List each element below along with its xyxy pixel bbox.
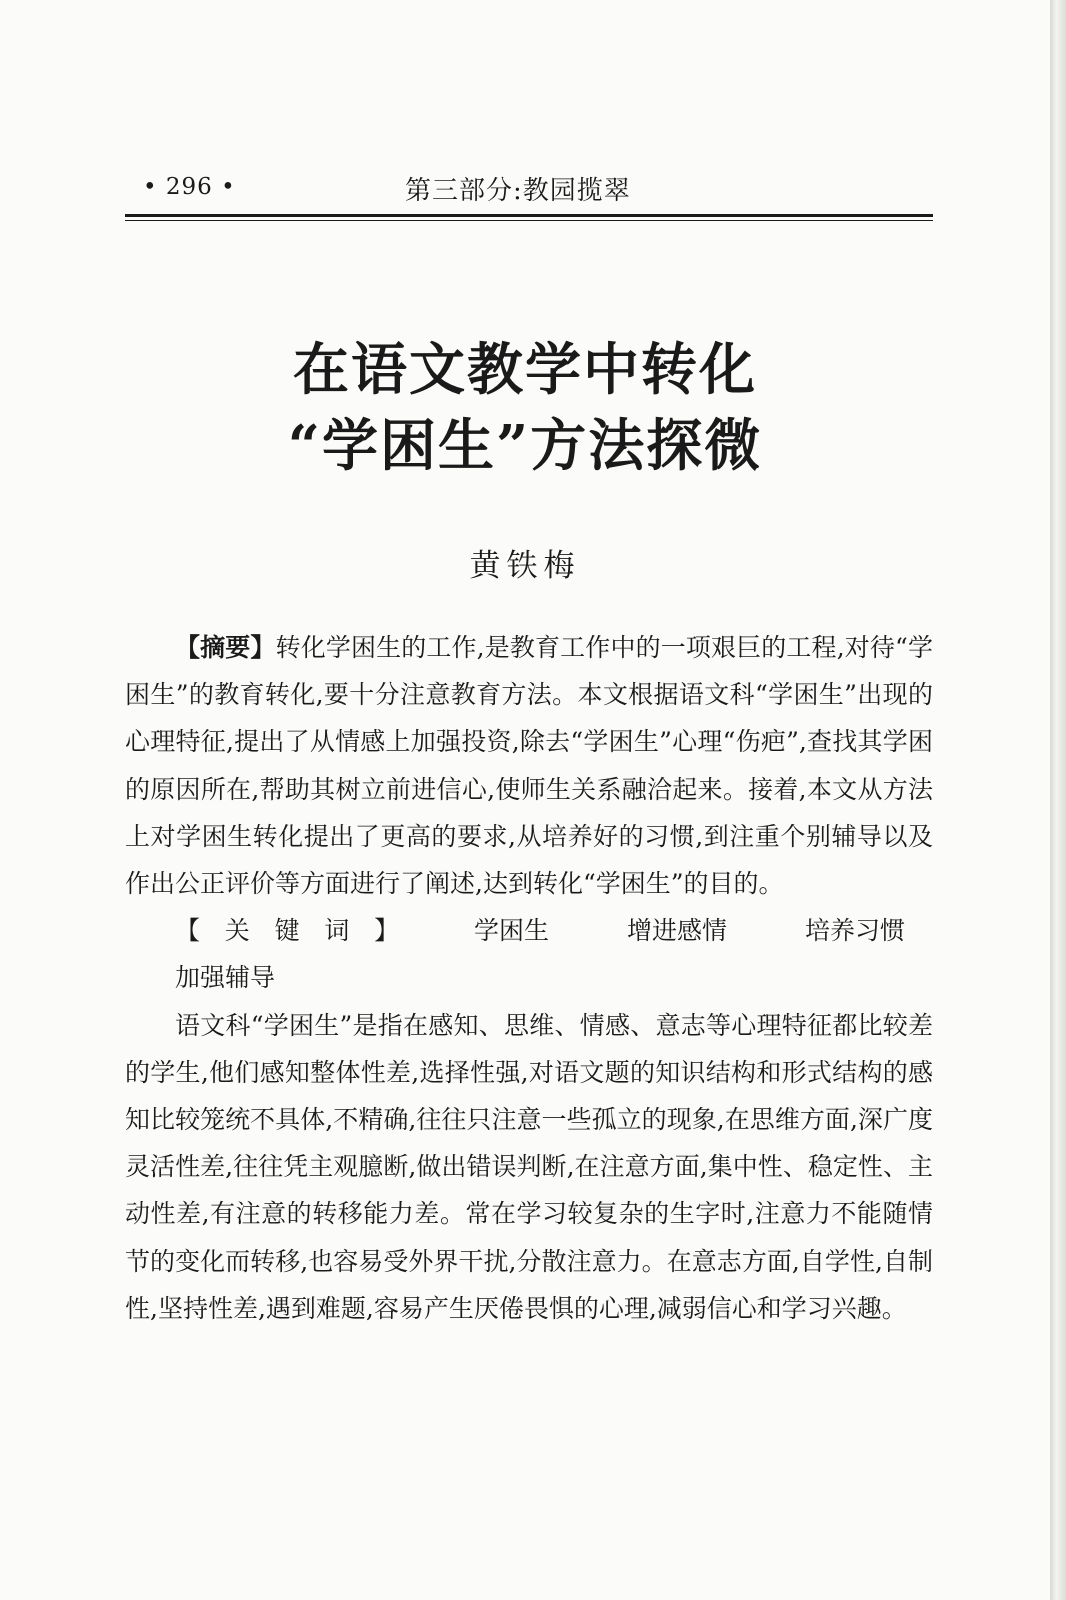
keyword: 培养习惯 (804, 916, 905, 946)
header-rule-thin (125, 220, 933, 221)
abstract-paragraph (125, 624, 933, 907)
keywords-label: 【关键词】 (175, 916, 424, 946)
article-title-line-2: “学困生”方法探微 (287, 413, 763, 479)
section-title: 第三部分:教园揽翠 (405, 176, 631, 206)
keyword: 学困生 (473, 916, 549, 946)
author-name: 黄铁梅 (469, 548, 581, 584)
abstract-text: 转化学困生的工作,是教育工作中的一项艰巨的工程,对待“学困生”的教育转化,要十分注意教育方法。本文根据语文科“学困生”出现的心理特征,提出了从情感上加强投资,除去“学困生”心理“伤疤”,查找其学困的原因所在,帮助其树立前进信心,使师生关系融洽起来。接着,本文从方法上对学困生转化提出了更高的要求,从培养好的习惯,到注重个别辅导以及作出公正评价等方面进行了阐述,达到转化“学困生”的目的。 (125, 633, 933, 899)
keyword: 增进感情 (626, 916, 727, 946)
abstract-label: 【摘要】 (175, 633, 276, 662)
keywords-paragraph (125, 907, 933, 1001)
body-paragraph: 语文科“学困生”是指在感知、思维、情感、意志等心理特征都比较差的学生,他们感知整体性差,选择性强,对语文题的知识结构和形式结构的感知比较笼统不具体,不精确,往往只注意一些孤立的现象,在思维方面,深广度灵活性差,往往凭主观臆断,做出错误判断,在注意方面,集中性、稳定性、主动性差,有注意的转移能力差。常在学习较复杂的生字时,注意力不能随情节的变化而转移,也容易受外界干扰,分散注意力。在意志方面,自学性,自制性,坚持性差,遇到难题,容易产生厌倦畏惧的心理,减弱信心和学习兴趣。 (125, 1010, 933, 1323)
header-rule-thick (125, 214, 933, 217)
keyword: 加强辅导 (175, 963, 276, 993)
page-number: • 296 • (143, 174, 236, 200)
article-body (125, 624, 933, 1332)
running-header (125, 168, 933, 208)
page-edge-shadow (1050, 0, 1066, 1600)
article-title-line-1: 在语文教学中转化 (293, 337, 757, 403)
